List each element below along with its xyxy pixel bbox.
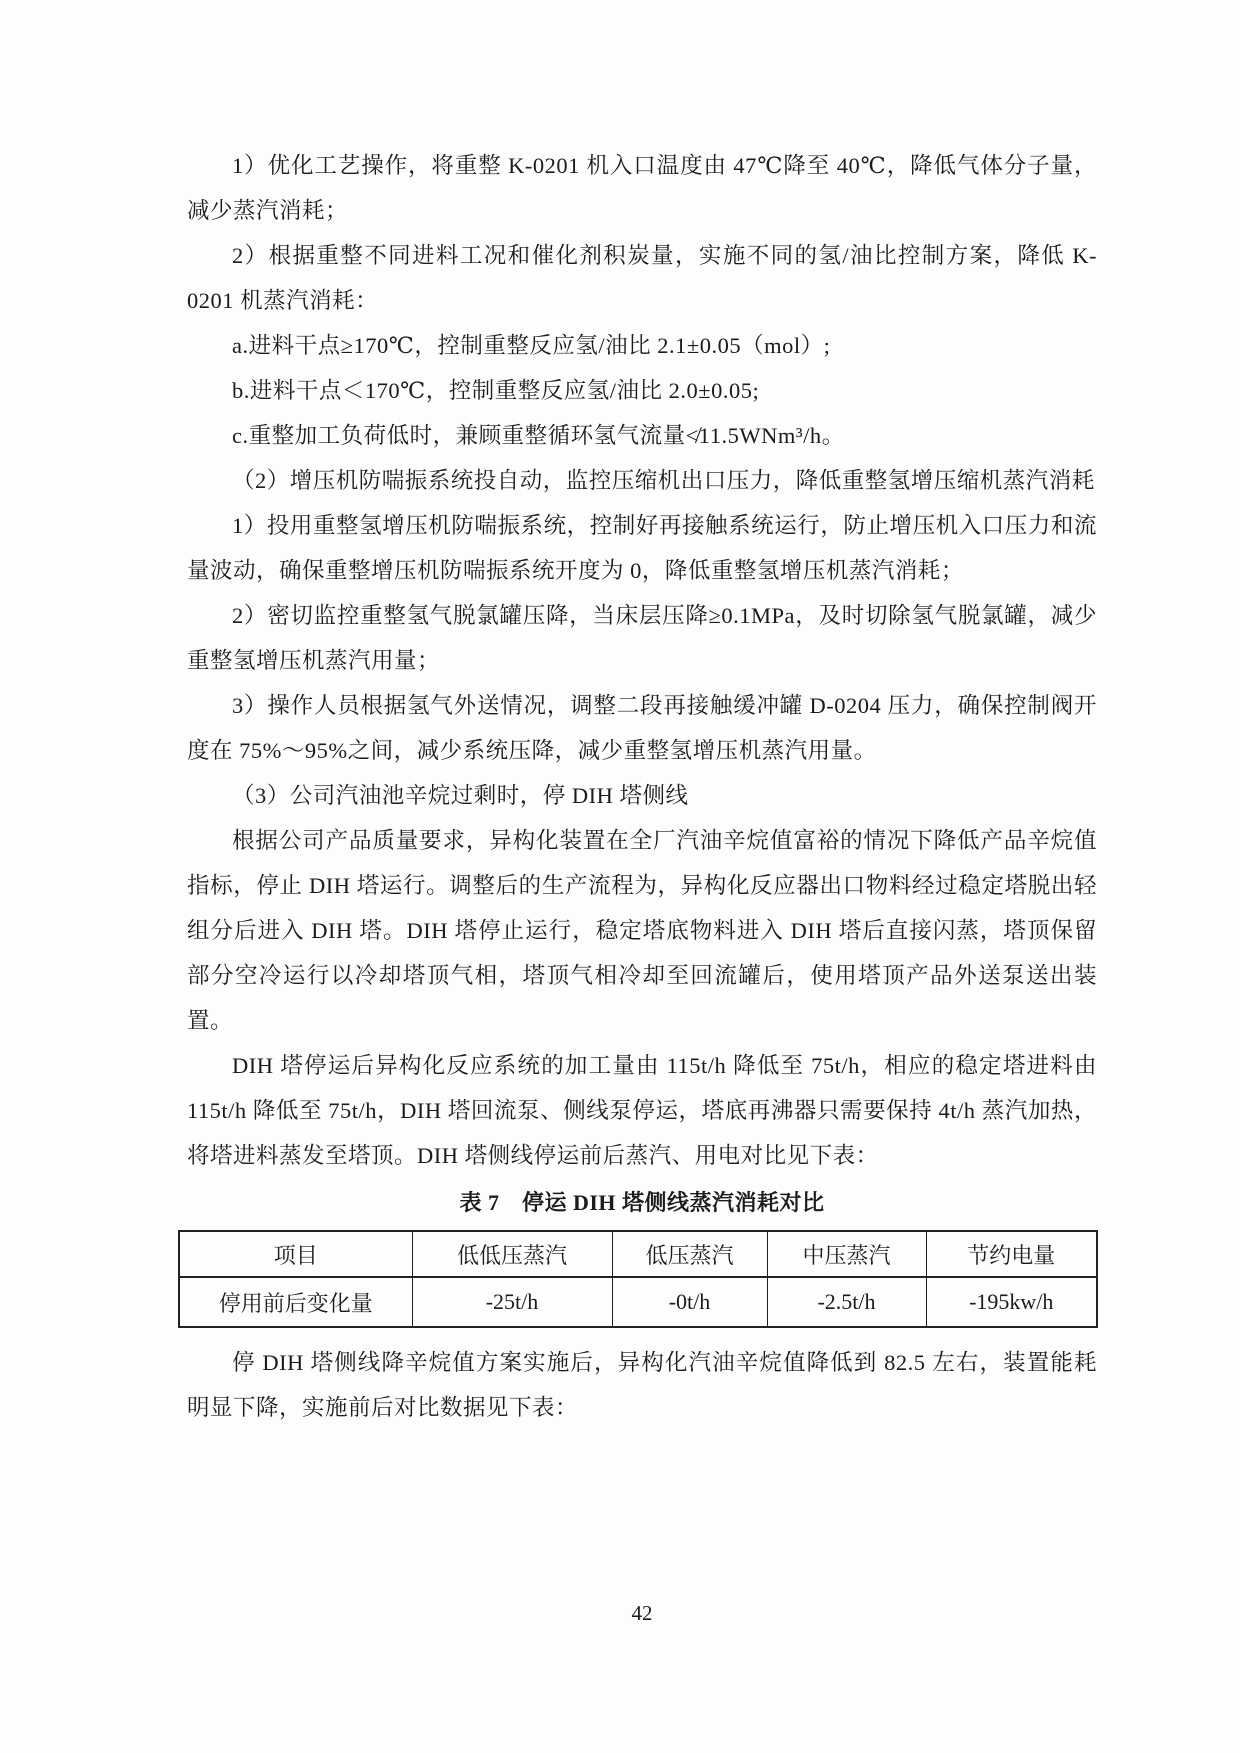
paragraph: 根据公司产品质量要求，异构化装置在全厂汽油辛烷值富裕的情况下降低产品辛烷值指标，停止 DIH 塔运行。调整后的生产流程为，异构化反应器出口物料经过稳定塔脱出轻组分后进入 DIH 塔。DIH 塔停止运行，稳定塔底物料进入 DIH 塔后直接闪蒸，塔顶保留部分空冷运行以冷却塔顶气相，塔顶气相冷却至回流罐后，使用塔顶产品外送泵送出装置。 bbox=[187, 828, 1097, 1033]
page-number: 42 bbox=[631, 1601, 653, 1625]
table-caption: 表 7 停运 DIH 塔侧线蒸汽消耗对比 bbox=[459, 1190, 825, 1215]
paragraph: 1）投用重整氢增压机防喘振系统，控制好再接触系统运行，防止增压机入口压力和流量波动，确保重整增压机防喘振系统开度为 0，降低重整氢增压机蒸汽消耗； bbox=[187, 513, 1097, 583]
paragraph: 3）操作人员根据氢气外送情况，调整二段再接触缓冲罐 D-0204 压力，确保控制阀开度在 75%～95%之间，减少系统压降，减少重整氢增压机蒸汽用量。 bbox=[187, 693, 1097, 763]
table-header-cell: 中压蒸汽 bbox=[767, 1231, 926, 1277]
paragraph: （2）增压机防喘振系统投自动，监控压缩机出口压力，降低重整氢增压缩机蒸汽消耗 bbox=[232, 468, 1095, 493]
paragraph: b.进料干点＜170℃，控制重整反应氢/油比 2.0±0.05; bbox=[232, 378, 760, 403]
table-header-cell: 低压蒸汽 bbox=[612, 1231, 767, 1277]
paragraph: 1）优化工艺操作，将重整 K-0201 机入口温度由 47℃降至 40℃，降低气体分子量，减少蒸汽消耗； bbox=[187, 153, 1097, 223]
table-header-cell: 项目 bbox=[179, 1231, 412, 1277]
table-cell: -195kw/h bbox=[926, 1277, 1097, 1327]
table-header-cell: 低低压蒸汽 bbox=[412, 1231, 612, 1277]
paragraph: a.进料干点≥170℃，控制重整反应氢/油比 2.1±0.05（mol）; bbox=[232, 333, 831, 358]
page-content bbox=[187, 143, 1097, 1430]
paragraph: （3）公司汽油池辛烷过剩时，停 DIH 塔侧线 bbox=[232, 783, 689, 808]
paragraph: DIH 塔停运后异构化反应系统的加工量由 115t/h 降低至 75t/h，相应的稳定塔进料由 115t/h 降低至 75t/h，DIH 塔回流泵、侧线泵停运，塔底再沸器只需要保持 4t/h 蒸汽加热，将塔进料蒸发至塔顶。DIH 塔侧线停运前后蒸汽、用电对比见下表： bbox=[187, 1053, 1097, 1168]
paragraph: 2）密切监控重整氢气脱氯罐压降，当床层压降≥0.1MPa，及时切除氢气脱氯罐，减少重整氢增压机蒸汽用量； bbox=[187, 603, 1097, 673]
table-header-cell: 节约电量 bbox=[926, 1231, 1097, 1277]
table-cell: -2.5t/h bbox=[767, 1277, 926, 1327]
steam-consumption-comparison-table bbox=[178, 1230, 1098, 1328]
table-header-row bbox=[179, 1231, 1097, 1277]
paragraph: c.重整加工负荷低时，兼顾重整循环氢气流量≮11.5WNm³/h。 bbox=[232, 423, 845, 448]
paragraph: 停 DIH 塔侧线降辛烷值方案实施后，异构化汽油辛烷值降低到 82.5 左右，装置能耗明显下降，实施前后对比数据见下表： bbox=[187, 1350, 1097, 1420]
table-cell: -0t/h bbox=[612, 1277, 767, 1327]
table-cell: -25t/h bbox=[412, 1277, 612, 1327]
table-row bbox=[179, 1277, 1097, 1327]
paragraph: 2）根据重整不同进料工况和催化剂积炭量，实施不同的氢/油比控制方案，降低 K-0201 机蒸汽消耗： bbox=[187, 243, 1097, 313]
table-cell: 停用前后变化量 bbox=[179, 1277, 412, 1327]
